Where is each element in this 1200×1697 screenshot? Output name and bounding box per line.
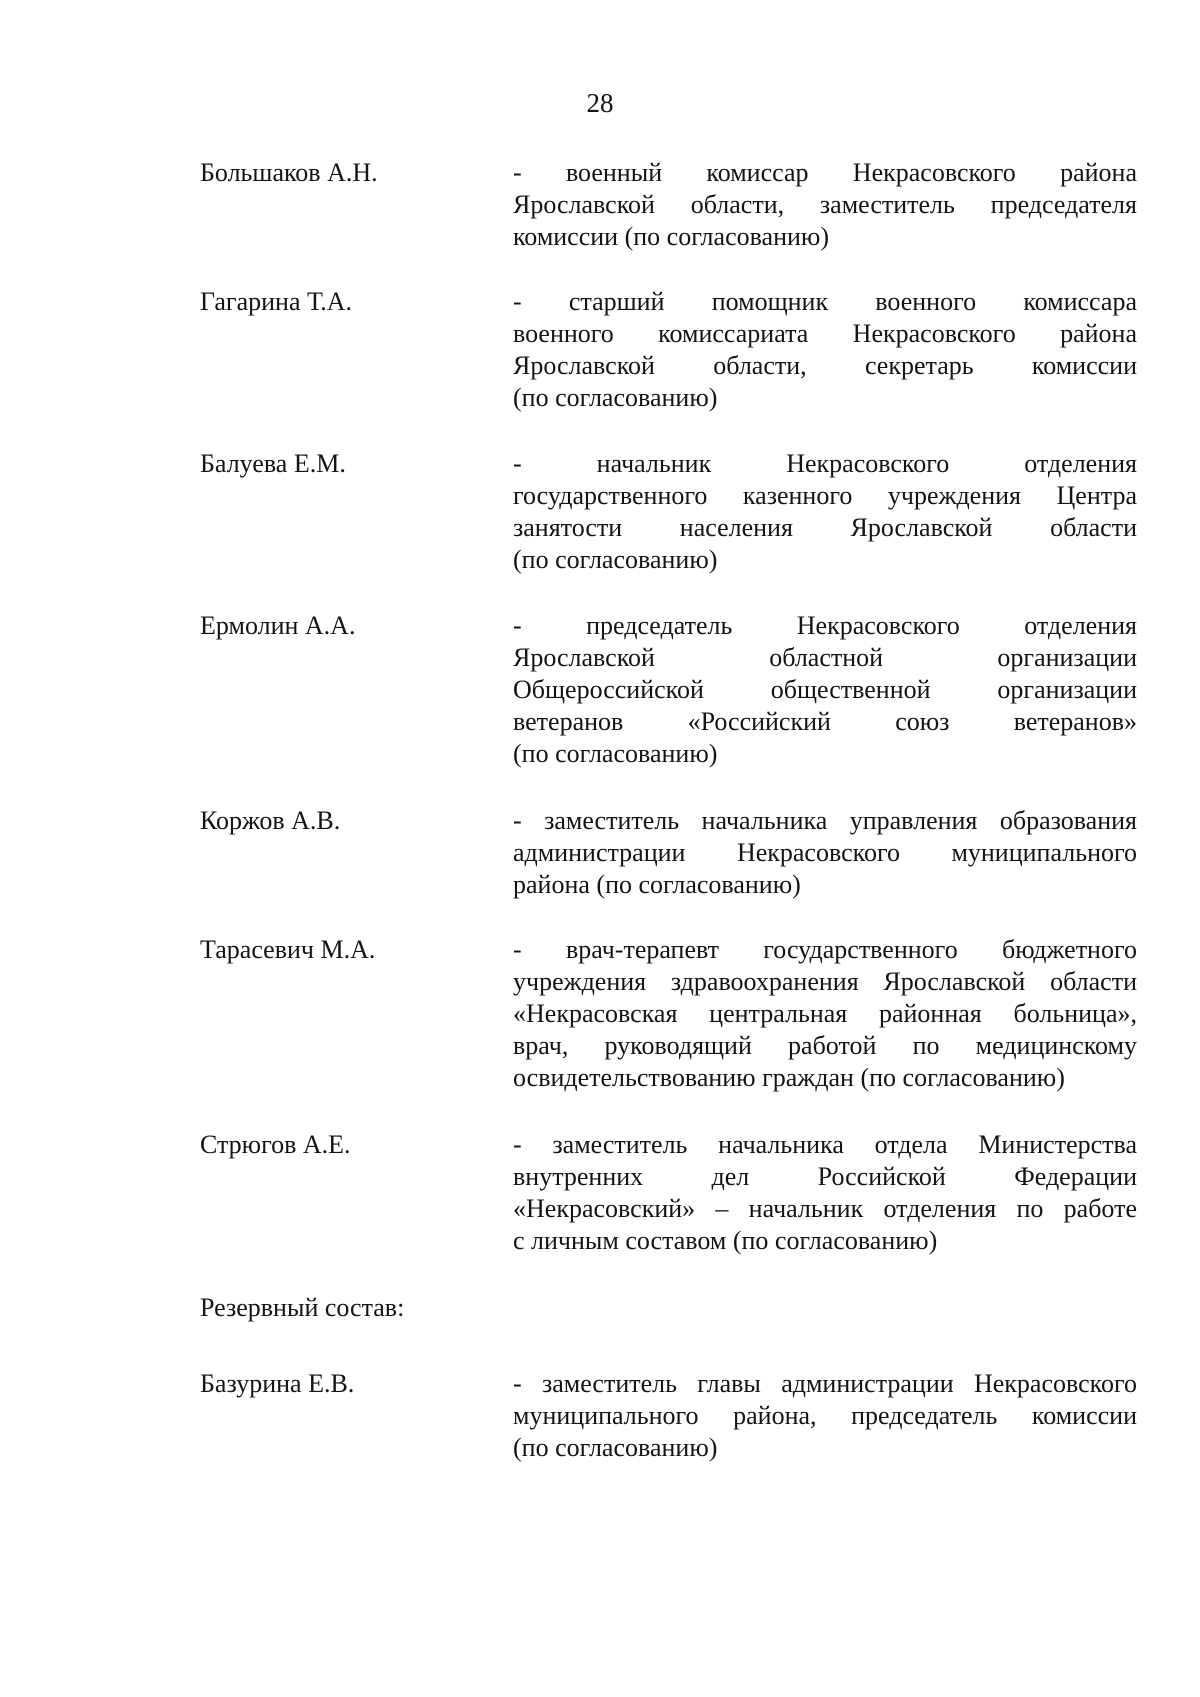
member-position: [513, 610, 1137, 770]
position-line: - врач-терапевт государственного бюджетного: [513, 935, 1137, 964]
position-line: военного комиссариата Некрасовского района: [513, 319, 1137, 348]
position-line: - председатель Некрасовского отделения: [513, 611, 1137, 640]
position-line: занятости населения Ярославской области: [513, 513, 1137, 542]
position-line: «Некрасовская центральная районная больница»,: [513, 999, 1137, 1028]
position-line: Ярославской области, секретарь комиссии: [513, 351, 1137, 380]
position-line: комиссии (по согласованию): [513, 222, 829, 251]
member-position: [513, 934, 1137, 1094]
position-line: Ярославской областной организации: [513, 643, 1137, 672]
member-name: Ермолин А.А.: [200, 611, 356, 640]
member-position: [513, 1129, 1137, 1257]
member-name: Большаков А.Н.: [200, 158, 378, 187]
position-line: - военный комиссар Некрасовского района: [513, 158, 1137, 187]
member-position: [513, 157, 1137, 253]
position-line: (по согласованию): [513, 1433, 718, 1462]
member-position: [513, 286, 1137, 414]
page-number: 28: [586, 88, 614, 118]
position-line: государственного казенного учреждения Центра: [513, 481, 1137, 510]
position-line: внутренних дел Российской Федерации: [513, 1162, 1137, 1191]
position-line: (по согласованию): [513, 383, 718, 412]
position-line: (по согласованию): [513, 739, 718, 768]
member-name: Гагарина Т.А.: [200, 287, 353, 316]
position-line: района (по согласованию): [513, 870, 801, 899]
position-line: - заместитель главы администрации Некрасовского: [513, 1369, 1137, 1398]
member-name: Коржов А.В.: [200, 806, 341, 835]
position-line: врач, руководящий работой по медицинскому: [513, 1031, 1137, 1060]
member-name: Стрюгов А.Е.: [200, 1130, 351, 1159]
member-position: [513, 448, 1137, 576]
position-line: - старший помощник военного комиссара: [513, 287, 1137, 316]
member-position: [513, 1368, 1137, 1464]
position-line: ветеранов «Российский союз ветеранов»: [513, 707, 1137, 736]
member-position: [513, 805, 1137, 901]
position-line: с личным составом (по согласованию): [513, 1226, 938, 1255]
position-line: учреждения здравоохранения Ярославской области: [513, 967, 1137, 996]
position-line: (по согласованию): [513, 545, 718, 574]
member-name: Балуева Е.М.: [200, 449, 346, 478]
position-line: - заместитель начальника управления образования: [513, 806, 1137, 835]
position-line: - начальник Некрасовского отделения: [513, 449, 1137, 478]
position-line: Общероссийской общественной организации: [513, 675, 1137, 704]
position-line: «Некрасовский» – начальник отделения по работе: [513, 1194, 1137, 1223]
position-line: Ярославской области, заместитель председателя: [513, 190, 1137, 219]
reserve-heading: Резервный состав:: [200, 1293, 405, 1322]
position-line: администрации Некрасовского муниципального: [513, 838, 1137, 867]
position-line: муниципального района, председатель комиссии: [513, 1401, 1137, 1430]
position-line: - заместитель начальника отдела Министерства: [513, 1130, 1137, 1159]
position-line: освидетельствованию граждан (по согласованию): [513, 1063, 1065, 1092]
member-name: Базурина Е.В.: [200, 1369, 355, 1398]
member-name: Тарасевич М.А.: [200, 935, 376, 964]
